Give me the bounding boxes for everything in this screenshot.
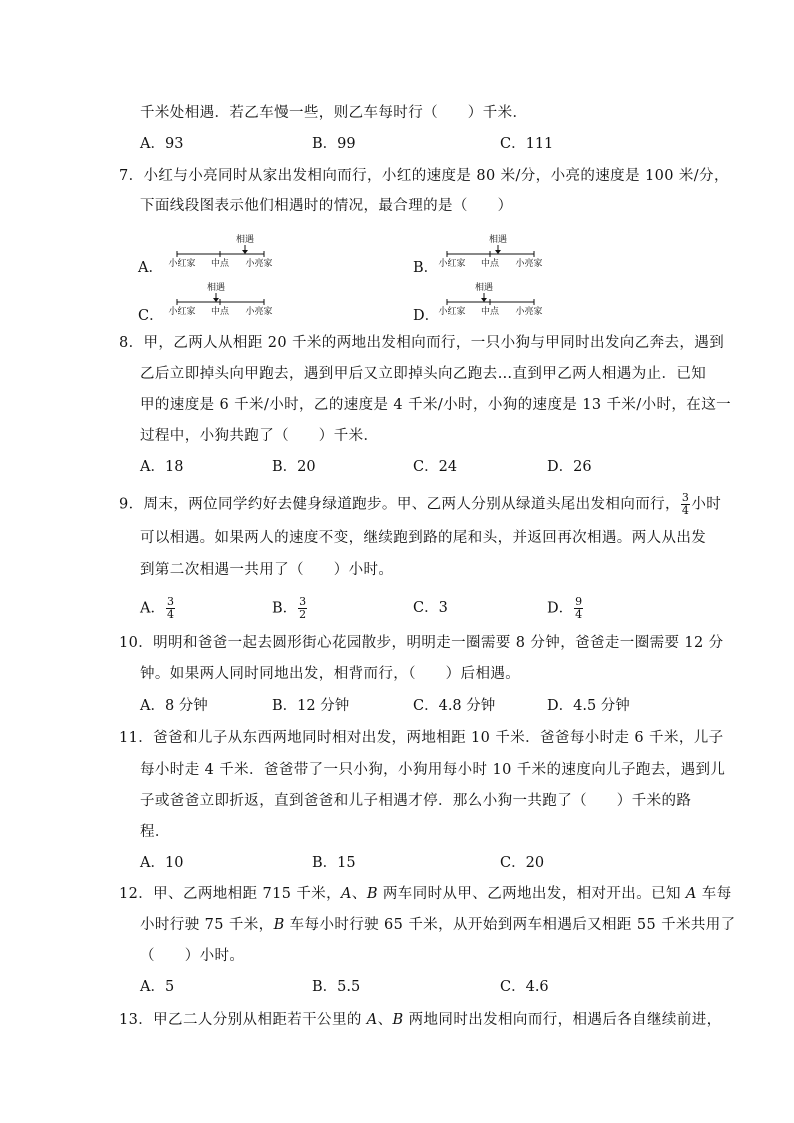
option-letter: A．	[140, 600, 165, 617]
q12-option-b: B．5.5	[312, 979, 361, 995]
q10-option-a: A．8 分钟	[140, 698, 208, 714]
q13-text: 两地同时出发相向而行，相遇后各自继续前进，	[403, 1012, 722, 1028]
q8-option-c: C．24	[413, 459, 458, 475]
q12-text: 车每	[696, 886, 732, 902]
q11-line-1: 11．爸爸和儿子从东西两地同时相对出发，两地相距 10 千米．爸爸每小时走 6 千米，儿子	[119, 730, 724, 746]
fraction-denominator: 4	[681, 504, 690, 517]
q8-line-2: 乙后立即掉头向甲跑去，遇到甲后又立即掉头向乙跑去…直到甲乙两人相遇为止．已知	[140, 366, 707, 382]
q9-option-c: C．3	[413, 600, 448, 616]
q11-option-b: B．15	[312, 855, 356, 871]
diagram-left-label: 小红家	[438, 307, 466, 317]
q9-option-d	[547, 596, 584, 621]
q12-line-1	[119, 884, 732, 904]
q10-line-1: 10．明明和爸爸一起去圆形街心花园散步，明明走一圈需要 8 分钟，爸爸走一圈需要 12 分	[119, 635, 724, 651]
diagram-right-label: 小亮家	[245, 307, 273, 317]
q9-option-a	[140, 596, 176, 621]
q11-line-3: 子或爸爸立即折返，直到爸爸和儿子相遇才停．那么小狗一共跑了（ ）千米的路	[140, 793, 692, 809]
q12-option-a: A．5	[140, 979, 175, 995]
q12-text: 车每小时行驶 65 千米，从开始到两车相遇后又相距 55 千米共用了	[284, 917, 736, 933]
q9-line-1-end: 小时	[691, 496, 722, 513]
q7-option-a-letter: A．	[138, 260, 163, 276]
diagram-left-label: 小红家	[168, 259, 196, 269]
q9-line-3: 到第二次相遇一共用了（ ）小时。	[140, 562, 394, 578]
q8-option-b: B．20	[272, 459, 316, 475]
diagram-meet-label: 相遇	[206, 283, 226, 293]
diagram-left-label: 小红家	[168, 307, 196, 317]
q12-option-c: C．4.6	[500, 979, 549, 995]
option-letter: B．	[272, 600, 298, 617]
diagram-right-label: 小亮家	[515, 259, 543, 269]
q7-option-d-letter: D．	[413, 308, 440, 324]
diagram-left-label: 小红家	[438, 259, 466, 269]
diagram-meet-label: 相遇	[488, 235, 508, 245]
diagram-mid-label: 中点	[480, 307, 500, 317]
q12-text: 12．甲、乙两地相距 715 千米，	[119, 886, 342, 902]
q8-option-a: A．18	[140, 459, 184, 475]
q11-option-a: A．10	[140, 855, 184, 871]
q7-diagram-c	[166, 280, 276, 324]
diagram-right-label: 小亮家	[245, 259, 273, 269]
fraction-denominator: 4	[166, 608, 174, 621]
q8-line-4: 过程中，小狗共跑了（ ）千米．	[140, 428, 379, 444]
option-fraction	[166, 596, 175, 621]
q7-line-2: 下面线段图表示他们相遇时的情况，最合理的是（ ）	[140, 198, 513, 214]
q9-line-1-text: 9．周末，两位同学约好去健身绿道跑步。甲、乙两人分别从绿道头尾出发相向而行，	[119, 496, 680, 513]
q7-diagram-d	[436, 280, 546, 324]
q8-line-1: 8．甲，乙两人从相距 20 千米的两地出发相向而行，一只小狗与甲同时出发向乙奔去，遇到	[119, 335, 725, 351]
fraction-numerator: 3	[681, 491, 690, 504]
q7-diagram-b	[436, 232, 546, 276]
q13-text: 13．甲乙二人分别从相距若干公里的	[119, 1012, 367, 1028]
diagram-mid-label: 中点	[210, 307, 230, 317]
diagram-mid-label: 中点	[480, 259, 500, 269]
diagram-mid-label: 中点	[210, 259, 230, 269]
q13-line-1	[119, 1010, 722, 1030]
q10-option-d: D．4.5 分钟	[547, 698, 630, 714]
q7-diagram-a	[166, 232, 276, 276]
q9-fraction	[681, 492, 690, 517]
q11-line-2: 每小时走 4 千米．爸爸带了一只小狗，小狗用每小时 10 千米的速度向儿子跑去，遇到儿	[140, 762, 726, 778]
fraction-numerator: 3	[299, 595, 307, 608]
q12-var-b: B	[273, 917, 285, 933]
q10-line-2: 钟。如果两人同时同地出发，相背而行，（ ）后相遇。	[140, 666, 521, 682]
q12-line-3: （ ）小时。	[140, 948, 245, 964]
fraction-numerator: 3	[166, 595, 174, 608]
q12-text: 两车同时从甲、乙两地出发，相对开出。已知	[377, 886, 686, 902]
q6-option-a: A．93	[140, 136, 184, 152]
q12-var-a: A	[341, 886, 352, 902]
q9-line-2: 可以相遇。如果两人的速度不变，继续跑到路的尾和头，并返回再次相遇。两人从出发	[140, 530, 707, 546]
q10-option-b: B．12 分钟	[272, 698, 350, 714]
q10-option-c: C．4.8 分钟	[413, 698, 496, 714]
q12-line-2	[140, 915, 736, 935]
q6-tail: 千米处相遇．若乙车慢一些，则乙车每时行（ ）千米．	[140, 105, 528, 121]
q11-line-4: 程．	[140, 824, 170, 840]
q13-var-a: A	[366, 1012, 378, 1028]
q13-var-b: B	[392, 1012, 404, 1028]
q8-option-d: D．26	[547, 459, 592, 475]
q6-option-c: C．111	[500, 136, 554, 152]
diagram-right-label: 小亮家	[515, 307, 543, 317]
q8-line-3: 甲的速度是 6 千米/小时，乙的速度是 4 千米/小时，小狗的速度是 13 千米/小时，在这一	[140, 397, 732, 413]
option-letter: D．	[547, 600, 574, 617]
q7-line-1: 7．小红与小亮同时从家出发相向而行，小红的速度是 80 米/分，小亮的速度是 100 米/分，	[119, 168, 729, 184]
q9-line-1	[119, 492, 721, 517]
q12-var-a: A	[685, 886, 697, 902]
fraction-numerator: 9	[575, 595, 583, 608]
q11-option-c: C．20	[500, 855, 545, 871]
diagram-meet-label: 相遇	[235, 235, 255, 245]
q12-sep: 、	[351, 886, 367, 902]
option-fraction	[298, 596, 307, 621]
diagram-meet-label: 相遇	[474, 283, 494, 293]
fraction-denominator: 2	[299, 608, 307, 621]
fraction-denominator: 4	[575, 608, 583, 621]
q6-option-b: B．99	[312, 136, 356, 152]
q7-option-c-letter: C．	[138, 308, 164, 324]
q12-text: 小时行驶 75 千米，	[140, 917, 274, 933]
q12-var-b: B	[366, 886, 378, 902]
q13-sep: 、	[377, 1012, 393, 1028]
q7-option-b-letter: B．	[413, 260, 439, 276]
option-fraction	[574, 596, 583, 621]
q9-option-b	[272, 596, 308, 621]
